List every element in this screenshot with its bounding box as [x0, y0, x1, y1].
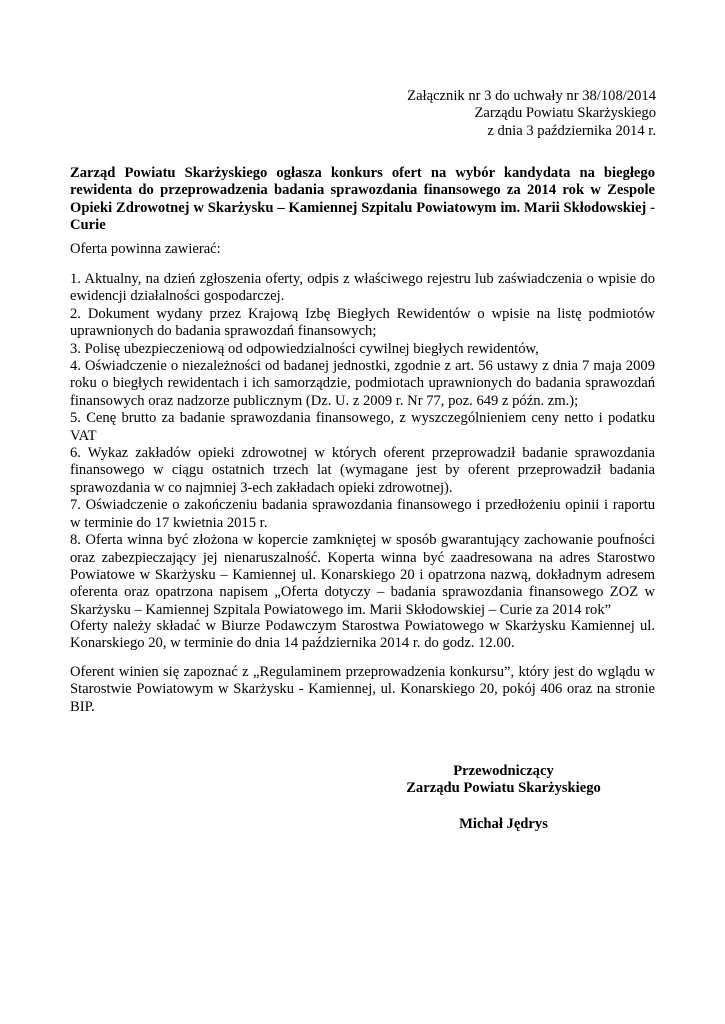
- list-item: 6. Wykaz zakładów opieki zdrowotnej w których oferent przeprowadził badanie sprawozdania finansowego w ciągu ostatnich trzech lat (wymagane jest by oferent przeprowadził badania sprawozdania w co najmniej 3-ech zakładach opieki zdrowotnej).: [70, 445, 655, 496]
- attachment-line-3: z dnia 3 października 2014 r.: [487, 122, 656, 139]
- list-item: 3. Polisę ubezpieczeniową od odpowiedzialności cywilnej biegłych rewidentów,: [70, 340, 539, 357]
- signature-block: [396, 763, 611, 833]
- list-item: 2. Dokument wydany przez Krajową Izbę Biegłych Rewidentów o wpisie na listę podmiotów uprawnionych do badania sprawozdań finansowych;: [70, 305, 655, 340]
- regulations-paragraph: Oferent winien się zapoznać z „Regulaminem przeprowadzenia konkursu”, który jest do wglądu w Starostwie Powiatowym w Skarżysku - Kamiennej, ul. Konarskiego 20, pokój 406 oraz na stronie BIP.: [70, 664, 655, 715]
- list-item: 1. Aktualny, na dzień zgłoszenia oferty, odpis z właściwego rejestru lub zaświadczenia o wpisie do ewidencji działalności gospodarczej.: [70, 271, 655, 305]
- attachment-header: [407, 88, 656, 140]
- signature-role-2: Zarządu Powiatu Skarżyskiego: [406, 780, 601, 797]
- attachment-line-1: Załącznik nr 3 do uchwały nr 38/108/2014: [407, 88, 656, 104]
- attachment-line-2: Zarządu Powiatu Skarżyskiego: [474, 105, 656, 122]
- list-item: 7. Oświadczenie o zakończeniu badania sprawozdania finansowego i przedłożeniu opinii i raportu w terminie do 17 kwietnia 2015 r.: [70, 497, 655, 531]
- offer-intro: Oferta powinna zawierać:: [70, 241, 221, 257]
- signatory-name: Michał Jędrys: [459, 815, 548, 832]
- announcement-title: Zarząd Powiatu Skarżyskiego ogłasza konkurs ofert na wybór kandydata na biegłego rewidenta do przeprowadzenia badania sprawozdania finansowego za 2014 rok w Zespole Opieki Zdrowotnej w Skarżysku – Kamiennej Szpitalu Powiatowym im. Marii Skłodowskiej - Curie: [70, 165, 655, 234]
- list-item: 4. Oświadczenie o niezależności od badanej jednostki, zgodnie z art. 56 ustawy z dnia 7 maja 2009 roku o biegłych rewidentach i ich samorządzie, podmiotach uprawnionych do badania sprawozdań finansowych oraz nadzorze publicznym (Dz. U. z 2009 r. Nr 77, poz. 649 z późn. zm.);: [70, 358, 655, 409]
- list-item: 8. Oferta winna być złożona w kopercie zamkniętej w sposób gwarantujący zachowanie poufności oraz zabezpieczający jej nienaruszalność. Koperta winna być zaadresowana na adres Starostwo Powiatowe w Skarżysku – Kamiennej ul. Konarskiego 20 i opatrzona nazwą, dokładnym adresem oferenta oraz opatrzona napisem „Oferta dotyczy – badania sprawozdania finansowego ZOZ w Skarżysku – Kamiennej Szpitala Powiatowego im. Marii Skłodowskiej – Curie za 2014 rok”: [70, 532, 655, 618]
- signature-role-1: Przewodniczący: [453, 763, 554, 779]
- offer-requirements-list: [70, 271, 655, 619]
- submission-deadline-paragraph: Oferty należy składać w Biurze Podawczym Starostwa Powiatowego w Skarżysku Kamiennej ul. Konarskiego 20, w terminie do dnia 14 października 2014 r. do godz. 12.00.: [70, 618, 655, 652]
- list-item: 5. Cenę brutto za badanie sprawozdania finansowego, z wyszczególnieniem ceny netto i podatku VAT: [70, 410, 655, 444]
